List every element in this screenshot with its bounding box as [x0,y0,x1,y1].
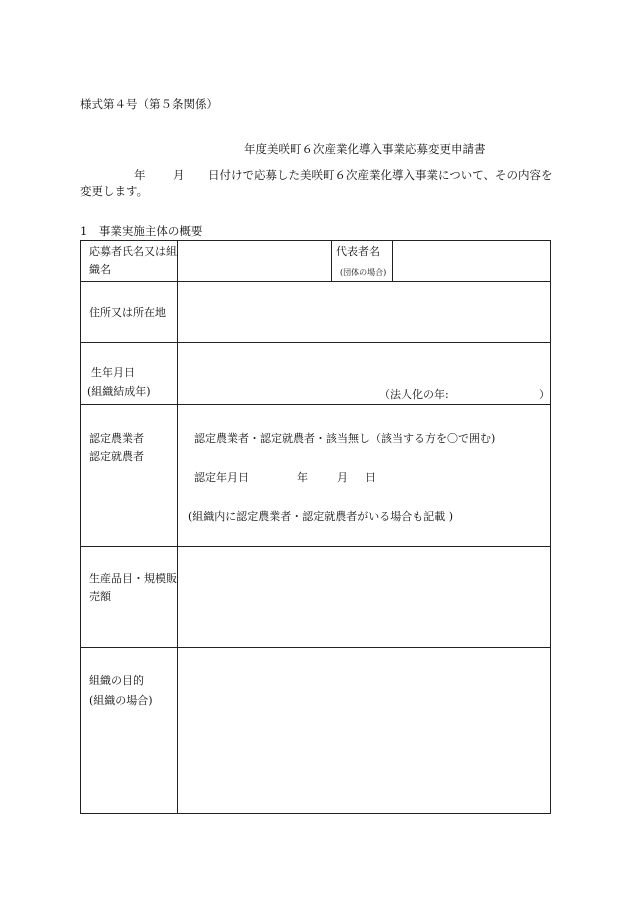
document-title: 年度美咲町６次産業化導入事業応募変更申請書 [244,142,486,156]
incorporation-close: ） [539,388,550,401]
column-divider [331,241,332,281]
purpose-label-1: 組織の目的 [89,674,144,687]
purpose-field[interactable] [178,648,550,813]
address-label: 住所又は所在地 [89,306,166,319]
applicant-name-field[interactable] [178,242,330,280]
overview-table [80,240,551,814]
section-heading: 1 事業実施主体の概要 [80,224,203,238]
purpose-label-2: (組織の場合) [89,694,153,707]
intro-year-label: 年 [134,168,146,182]
applicant-name-label-2: 織名 [89,263,111,276]
form-number: 様式第４号（第５条関係） [80,97,218,111]
representative-note: (団体の場合) [340,268,387,277]
cert-year-label: 年 [297,471,308,484]
certified-label-2: 認定就農者 [89,450,144,463]
intro-text: 日付けで応募した美咲町６次産業化導入事業について、その内容を [208,168,553,182]
birthdate-label-1: 生年月日 [91,366,135,379]
birthdate-field[interactable] [178,343,550,403]
certified-options[interactable]: 認定農業者・認定就農者・該当無し（該当する方を〇で囲む) [194,432,496,445]
representative-label: 代表者名 [336,245,380,258]
birthdate-label-2: (組織結成年) [87,385,151,398]
products-field[interactable] [178,547,550,646]
cert-month-label: 月 [337,471,348,484]
intro-line-2: 変更します。 [80,184,149,198]
certified-label-1: 認定農業者 [89,432,144,445]
products-label-2: 売額 [89,590,111,603]
applicant-name-label-1: 応募者氏名又は組 [89,245,177,258]
row-divider [81,404,550,405]
cert-date-label: 認定年月日 [194,471,249,484]
incorporation-open: （法人化の年: [379,388,449,401]
representative-field[interactable] [393,242,550,280]
address-field[interactable] [178,282,550,341]
products-label-1: 生産品目・規模販 [89,572,177,585]
cert-day-label: 日 [365,471,376,484]
cert-note: (組織内に認定農業者・認定就農者がいる場合も記載 ) [188,510,454,523]
intro-month-label: 月 [173,168,185,182]
